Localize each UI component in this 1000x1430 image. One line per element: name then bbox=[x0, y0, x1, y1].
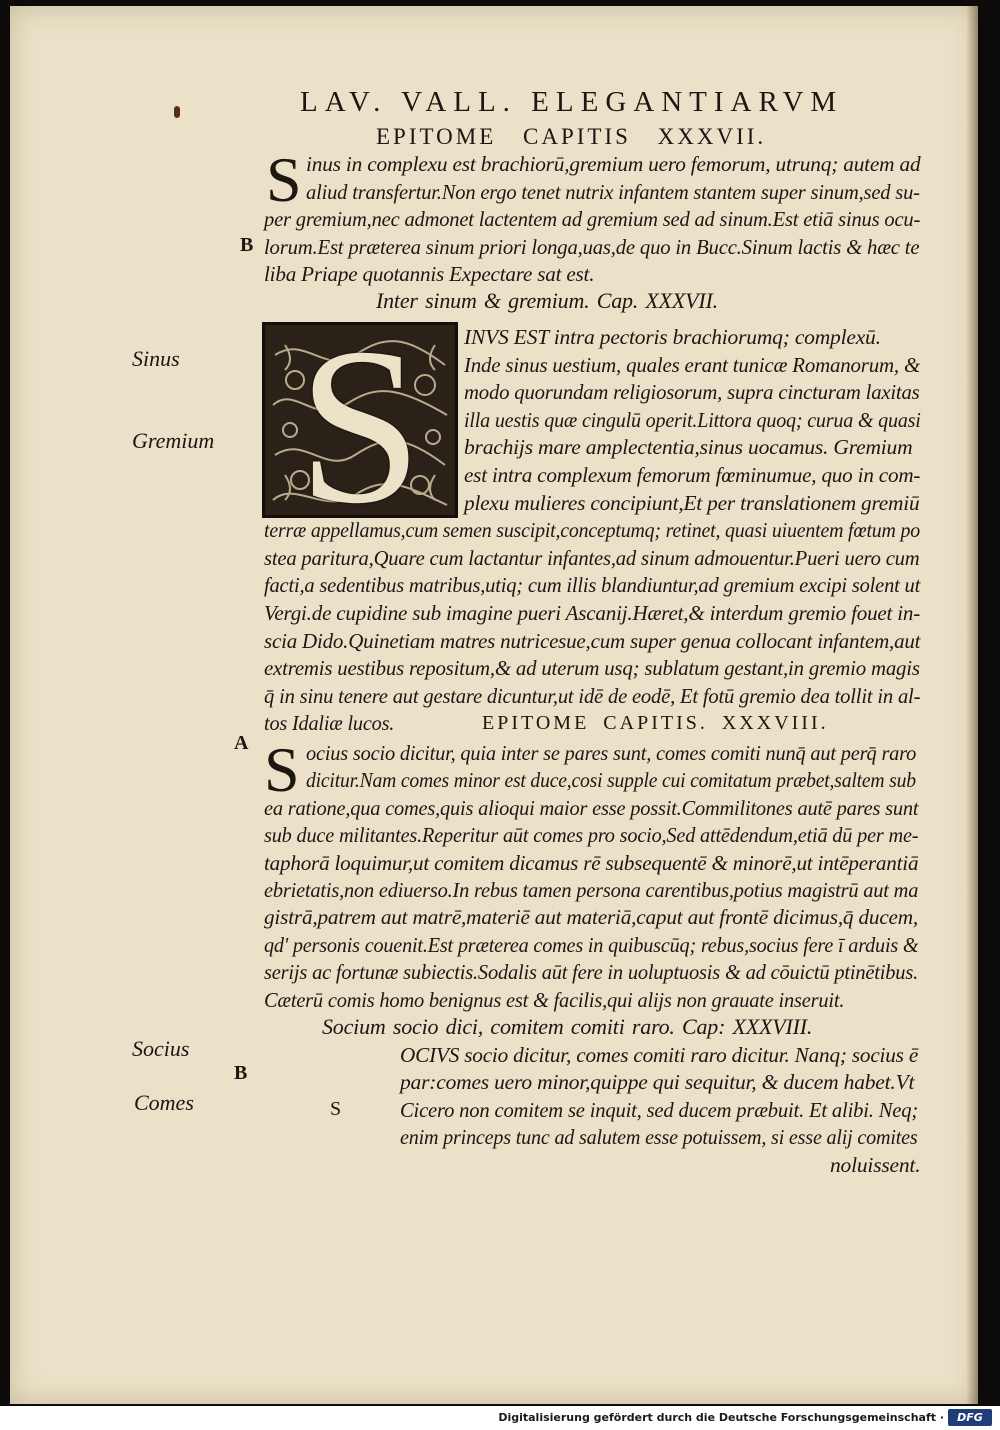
text-line: aliud transfertur.Non ergo tenet nutrix infantem stantem super sinum,sed su- bbox=[306, 179, 920, 204]
text-line: brachijs mare amplectentia,sinus uocamus. Gremium bbox=[464, 435, 913, 460]
text-line: dicitur.Nam comes minor est duce,cosi supple cui comitatum præbet,saltem sub bbox=[306, 768, 916, 793]
margin-note-comes: Comes bbox=[134, 1090, 194, 1115]
text-line: modo quorundam religiosorum, supra cincturam laxitas bbox=[464, 380, 920, 405]
epitome-heading-38: EPITOME CAPITIS. XXXVIII. bbox=[482, 712, 829, 734]
decorated-initial-s: S bbox=[262, 322, 458, 518]
text-line: stea paritura,Quare cum lactantur infantes,ad sinum admouentur.Pueri uero cum bbox=[264, 545, 920, 570]
margin-note-socius: Socius bbox=[132, 1036, 190, 1061]
text-line: Cæterū comis homo benignus est & facilis,qui alijs non grauate inseruit. bbox=[264, 987, 845, 1012]
text-line: sub duce militantes.Reperitur aūt comes pro socio,Sed attēdendum,etiā dū per me- bbox=[264, 823, 919, 848]
text-line: gistrā,patrem aut matrē,materiē aut materiā,caput aut frontē dicimus,q̄ ducem, bbox=[264, 905, 919, 930]
running-head: LAV. VALL. ELEGANTIARVM bbox=[300, 86, 844, 118]
text-line: est intra complexum femorum fœminumue, quo in com- bbox=[464, 463, 921, 487]
margin-letter-b: B bbox=[240, 234, 254, 256]
text-line: ea ratione,qua comes,quis alioqui maior esse possit.Commilitones autē pares sunt bbox=[264, 795, 919, 820]
text-line: Inde sinus uestium, quales erant tunicæ Romanorum, & bbox=[464, 352, 921, 377]
text-line: illa uestis quæ cingulū operit.Littora quoq; curua & quasi bbox=[464, 407, 921, 432]
chapter-title-38: Socium socio dici, comitem comiti raro. Cap: XXXVIII. bbox=[322, 1014, 813, 1039]
text-line: per gremium,nec admonet lactentem ad gremium sed ad sinum.Est etiā sinus ocu- bbox=[264, 207, 921, 231]
text-line: lorum.Est præterea sinum priori longa,uas,de quo in Bucc.Sinum lactis & hæc te bbox=[264, 234, 920, 259]
text-line: ebrietatis,non ediuerso.In rebus tamen persona carentibus,potius magistrū aut ma bbox=[264, 878, 919, 902]
text-line: ocius socio dicitur, quia inter se pares sunt, comes comiti nunq̄ aut perq̄ raro bbox=[306, 741, 917, 765]
drop-initial-s-38: S bbox=[264, 734, 300, 805]
text-line: Vergi.de cupidine sub imagine pueri Ascanij.Hæret,& interdum gremio fouet in- bbox=[264, 601, 921, 625]
margin-letter-b-2: B bbox=[234, 1062, 248, 1084]
text-line: taphorā loquimur,ut comitem dicamus rē subsequentē & minorē,ut intēperantiā bbox=[264, 850, 919, 875]
dfg-logo: DFG bbox=[948, 1409, 992, 1426]
text-line: facti,a sedentibus matribus,utiq; cum illis blandiuntur,ad gremium excipi solent ut bbox=[264, 573, 921, 598]
drop-initial-s-37: S bbox=[266, 144, 302, 215]
text-line: OCIVS socio dicitur, comes comiti raro dicitur. Nanq; socius ē bbox=[400, 1043, 919, 1067]
text-line: plexu mulieres concipiunt,Et per translationem gremiū bbox=[464, 490, 920, 515]
margin-letter-a: A bbox=[234, 732, 249, 754]
text-line: scia Dido.Quinetiam matres nutricesue,cum super genua collocant infantem,aut bbox=[264, 628, 921, 653]
chapter-title-37: Inter sinum & gremium. Cap. XXXVII. bbox=[376, 288, 718, 313]
text-line: q̄ in sinu tenere aut gestare dicuntur,ut idē de eodē, Et fotū gremio dea tollit in al- bbox=[264, 683, 921, 708]
text-line: tos Idaliæ lucos. bbox=[264, 711, 395, 736]
digitization-footer bbox=[0, 1406, 1000, 1430]
text-line: par:comes uero minor,quippe qui sequitur, & ducem habet.Vt bbox=[400, 1070, 915, 1095]
text-line: liba Priape quotannis Expectare sat est. bbox=[264, 262, 595, 286]
text-line: inus in complexu est brachiorū,gremium uero femorum, utrunq; autem ad bbox=[306, 152, 921, 176]
margin-note-gremium: Gremium bbox=[132, 428, 215, 453]
page-edge-shadow bbox=[966, 6, 978, 1404]
margin-note-sinus: Sinus bbox=[132, 346, 180, 371]
chapter-initial-s-38: S bbox=[330, 1098, 342, 1120]
epitome-heading-37: EPITOME CAPITIS XXXVII. bbox=[376, 124, 767, 149]
text-line: Cicero non comitem se inquit, sed ducem præbuit. Et alibi. Neq; bbox=[400, 1097, 919, 1122]
text-line: serijs ac fortunæ subiectis.Sodalis aūt fere in uoluptuosis & ad cōuictū ptinētibus. bbox=[264, 960, 919, 985]
text-line: enim princeps tunc ad salutem esse potuissem, si esse alij comites bbox=[400, 1125, 918, 1150]
text-line: terræ appellamus,cum semen suscipit,conceptumq; retinet, quasi uiuentem fœtum po bbox=[264, 518, 920, 543]
ink-blot bbox=[174, 106, 180, 118]
text-line: INVS EST intra pectoris brachiorumq; complexū. bbox=[464, 325, 881, 349]
text-line: qd' personis couenit.Est præterea comes in quibuscūq; rebus,socius fere ī arduis & bbox=[264, 932, 919, 957]
text-line: noluissent. bbox=[830, 1152, 921, 1177]
text-line: extremis uestibus repositum,& ad uterum usq; sublatum gestant,in gremio magis bbox=[264, 656, 920, 681]
footer-credit-text: Digitalisierung gefördert durch die Deutsche Forschungsgemeinschaft · bbox=[498, 1411, 944, 1424]
